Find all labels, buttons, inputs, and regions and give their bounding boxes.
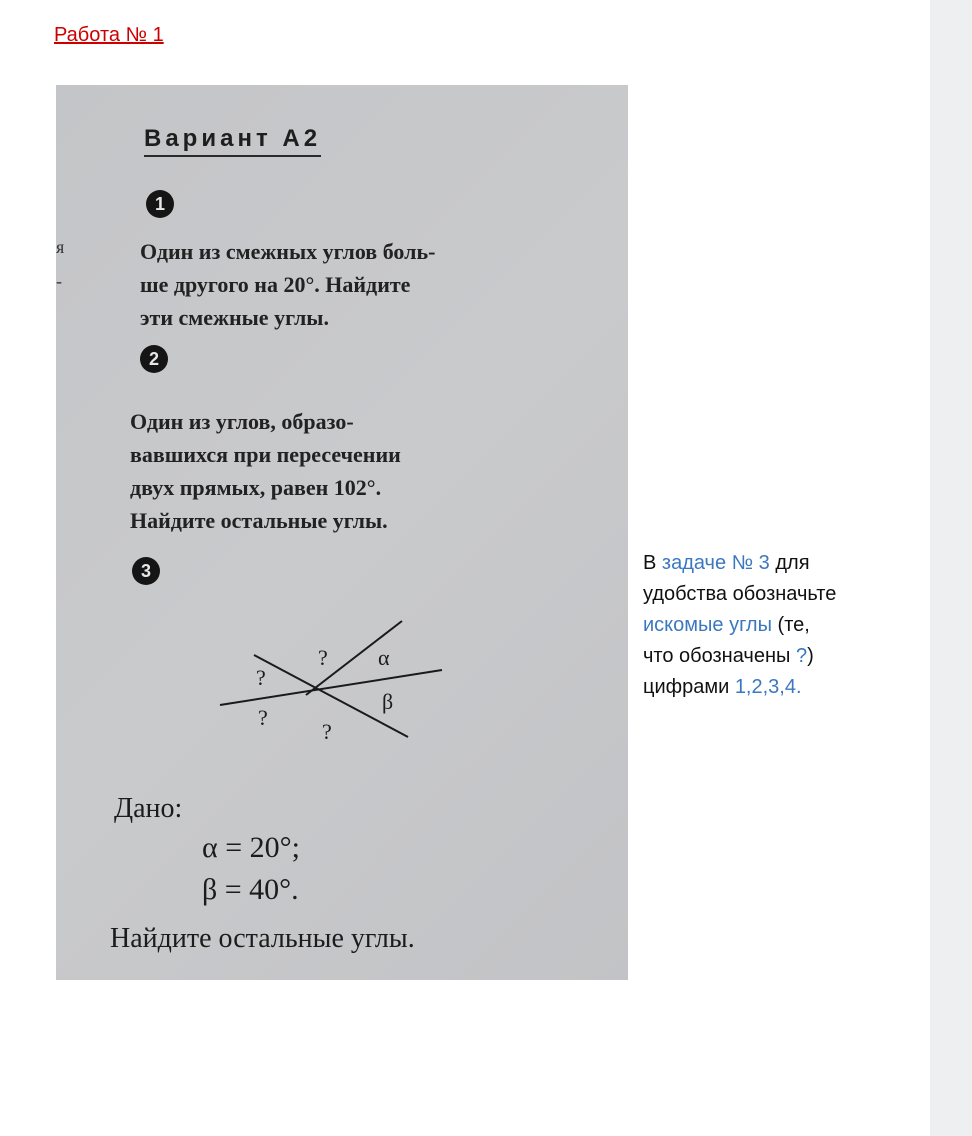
angle-label-alpha: α	[378, 645, 390, 670]
angle-label-lower-left-question: ?	[258, 705, 268, 730]
variant-title: Вариант А2	[144, 125, 321, 157]
note-text: для удобства обозначьте	[643, 552, 837, 605]
task-2-line: двух прямых, равен 102°.	[130, 475, 382, 500]
work-link[interactable]: Работа № 1	[54, 24, 164, 46]
angle-label-top-question: ?	[318, 645, 328, 670]
note-text: (те, что обозначены	[643, 614, 810, 667]
textbook-photo	[56, 85, 628, 980]
angle-label-beta: β	[382, 689, 394, 714]
task-2-line: вавшихся при пересечении	[130, 442, 401, 467]
given-label: Дано:	[114, 793, 183, 824]
instruction-note	[643, 548, 843, 703]
intersecting-lines-diagram	[206, 605, 456, 755]
task-1-line: эти смежные углы.	[140, 305, 329, 330]
angle-label-left-question: ?	[256, 665, 266, 690]
find-instruction: Найдите остальные углы.	[110, 923, 415, 954]
note-highlight-question: ?	[795, 645, 808, 667]
edge-char-bottom: -	[56, 271, 62, 291]
edge-char-top: я	[56, 237, 65, 257]
note-text: В	[643, 552, 662, 574]
task-3-number: 3	[132, 557, 160, 585]
note-highlight-task: задаче № 3	[661, 552, 770, 574]
task-2-line: Найдите остальные углы.	[130, 508, 388, 533]
task-1-text	[140, 235, 530, 334]
task-2-number: 2	[140, 345, 168, 373]
task-1-line: Один из смежных углов боль-	[140, 239, 436, 264]
given-alpha: α = 20°;	[202, 831, 300, 864]
task-1-line: ше другого на 20°. Найдите	[140, 272, 411, 297]
note-text: ) цифрами	[643, 645, 814, 698]
task-2-line: Один из углов, образо-	[130, 409, 354, 434]
given-beta: β = 40°.	[202, 873, 299, 906]
right-gutter	[930, 0, 972, 1136]
note-highlight-angles: искомые углы	[643, 614, 772, 636]
task-1-number: 1	[146, 190, 174, 218]
task-2-text	[130, 405, 535, 537]
note-highlight-digits: 1,2,3,4.	[734, 676, 802, 698]
angle-label-bottom-question: ?	[322, 719, 332, 744]
